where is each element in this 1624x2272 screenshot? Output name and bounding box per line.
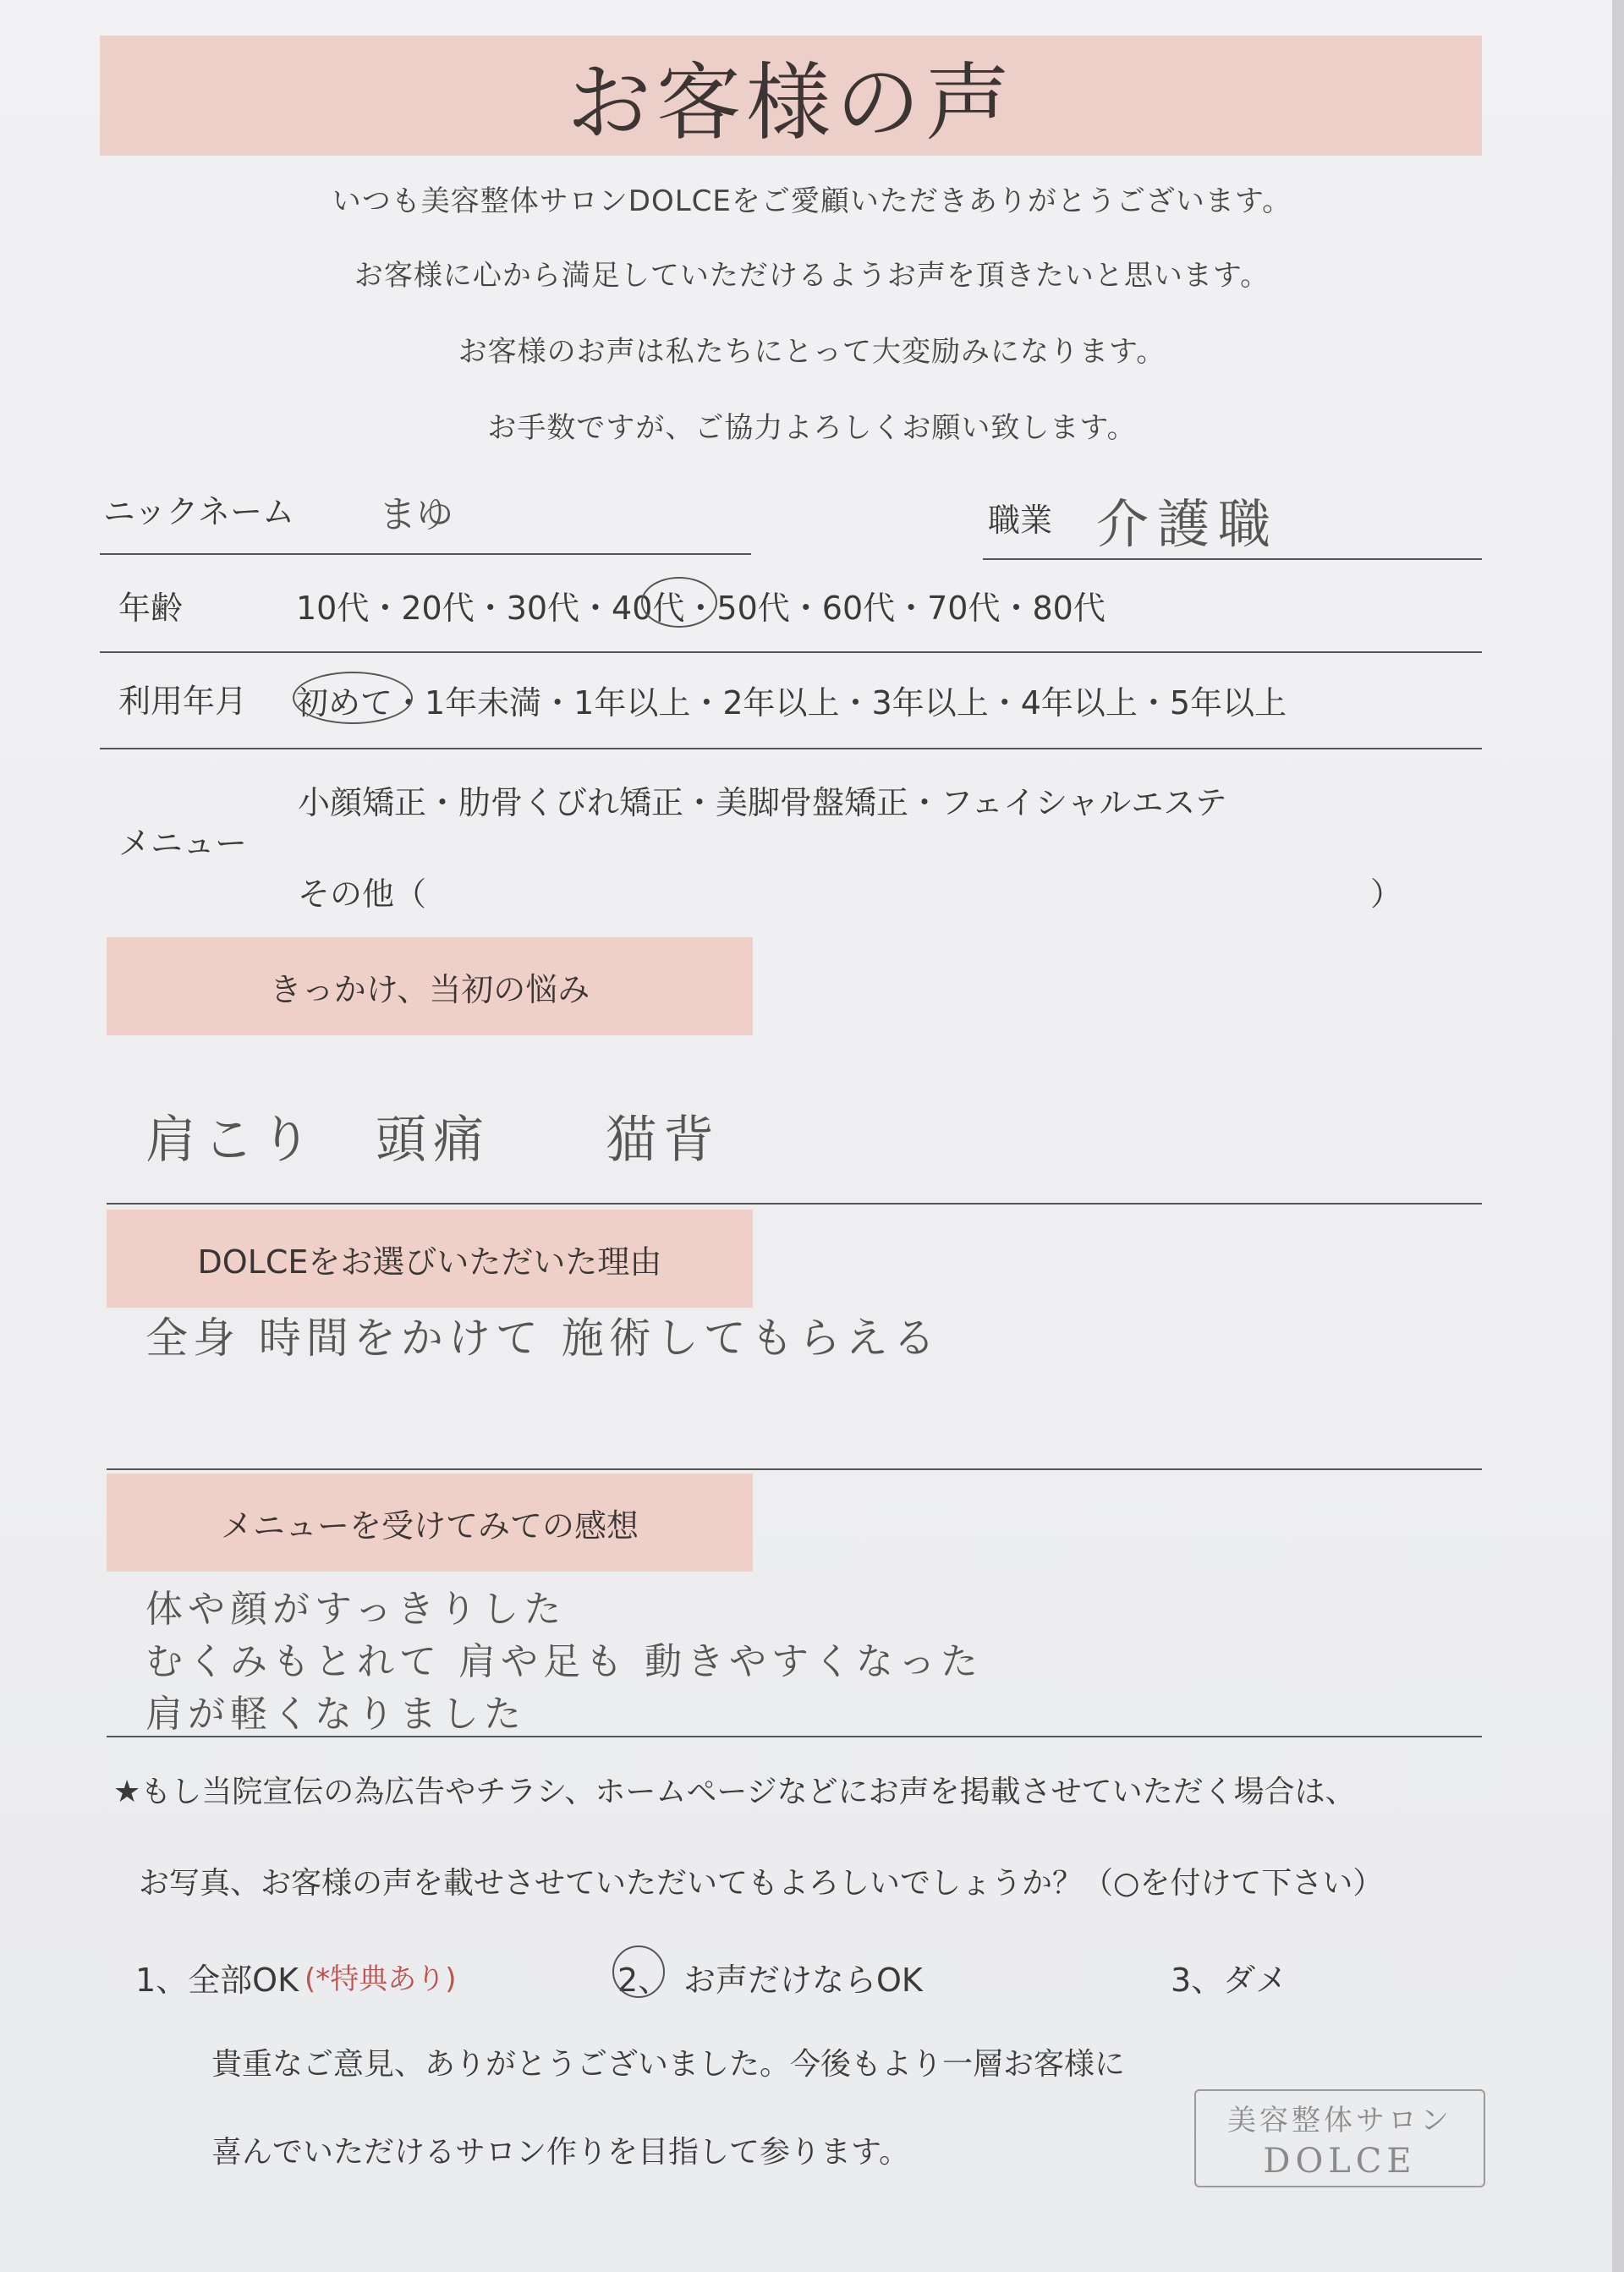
age-selected-circle (641, 577, 717, 628)
intro-line-2: お客様に心から満足していただけるようお声を頂きたいと思います。 (354, 259, 1270, 293)
menu-label: メニュー (118, 825, 248, 862)
occupation-value: 介護職 (1096, 493, 1280, 555)
section-trigger-divider (107, 1203, 1482, 1205)
section-trigger-heading-text: きっかけ、当初の悩み (269, 970, 590, 1008)
section-reason-divider (107, 1468, 1482, 1470)
page-title: お客様の声 (567, 53, 1015, 152)
intro-line-3: お客様のお声は私たちにとって大変励みになります。 (458, 335, 1166, 369)
consent-option-2-number: 2、 (617, 1962, 671, 1999)
closing-line-1: 貴重なご意見、ありがとうございました。今後もより一層お客様に (211, 2047, 1126, 2082)
consent-option-3: 3、ダメ (1171, 1962, 1288, 1999)
occupation-label: 職業 (988, 502, 1053, 539)
nickname-value: まゆ (379, 493, 453, 536)
section-trigger-heading (107, 937, 753, 1035)
nickname-label: ニックネーム (103, 493, 295, 530)
occupation-underline (983, 558, 1482, 560)
salon-stamp (1194, 2089, 1485, 2187)
section-reason-answer: 全身 時間をかけて 施術してもらえる (145, 1314, 941, 1363)
age-row-divider (100, 651, 1482, 653)
usage-label: 利用年月 (118, 683, 248, 720)
consent-line-2: お写真、お客様の声を載せさせていただいてもよろしいでしょうか？（○を付けて下さい） (139, 1866, 1384, 1901)
closing-line-2: 喜んでいただけるサロン作りを目指して参ります。 (211, 2135, 910, 2170)
section-reason-heading-text: DOLCEをお選びいただいた理由 (197, 1243, 662, 1281)
title-banner (100, 36, 1482, 156)
nickname-underline (100, 553, 751, 555)
consent-option-1-note: (*特典あり) (304, 1962, 457, 1996)
section-impression-heading-text: メニューを受けてみての感想 (220, 1506, 639, 1545)
consent-selected-circle (612, 1945, 665, 1998)
intro-line-1: いつも美容整体サロンDOLCEをご愛顧いただきありがとうございます。 (332, 184, 1292, 218)
section-reason-heading (107, 1210, 753, 1308)
menu-other-close: ） (1370, 875, 1403, 913)
stamp-line-2: DOLCE (1263, 2141, 1417, 2181)
usage-row-divider (100, 748, 1482, 749)
age-label: 年齢 (118, 590, 184, 627)
stamp-line-1: 美容整体サロン (1227, 2103, 1452, 2138)
usage-selected-circle (293, 672, 413, 724)
menu-options: 小顔矯正・肋骨くびれ矯正・美脚骨盤矯正・フェイシャルエステ (298, 784, 1227, 821)
usage-options: 初めて・1年未満・1年以上・2年以上・3年以上・4年以上・5年以上 (296, 684, 1287, 722)
section-impression-answer-3: 肩が軽くなりました (145, 1693, 526, 1736)
menu-other-open: その他（ (298, 875, 427, 913)
section-impression-answer-1: 体や顔がすっきりした (145, 1588, 567, 1631)
age-options: 10代・20代・30代・40代・50代・60代・70代・80代 (296, 590, 1106, 627)
consent-option-2: お声だけならOK (683, 1962, 923, 1999)
section-impression-divider (107, 1736, 1482, 1737)
consent-line-1: ★もし当院宣伝の為広告やチラシ、ホームページなどにお声を掲載させていただく場合は、 (113, 1775, 1356, 1809)
section-trigger-answer: 肩こり 頭痛 猫背 (145, 1111, 721, 1170)
consent-option-1: 1、全部OK (135, 1962, 299, 1999)
section-impression-answer-2: むくみもとれて 肩や足も 動きやすくなった (145, 1640, 983, 1683)
section-impression-heading (107, 1474, 753, 1572)
intro-line-4: お手数ですが、ご協力よろしくお願い致します。 (487, 411, 1137, 445)
